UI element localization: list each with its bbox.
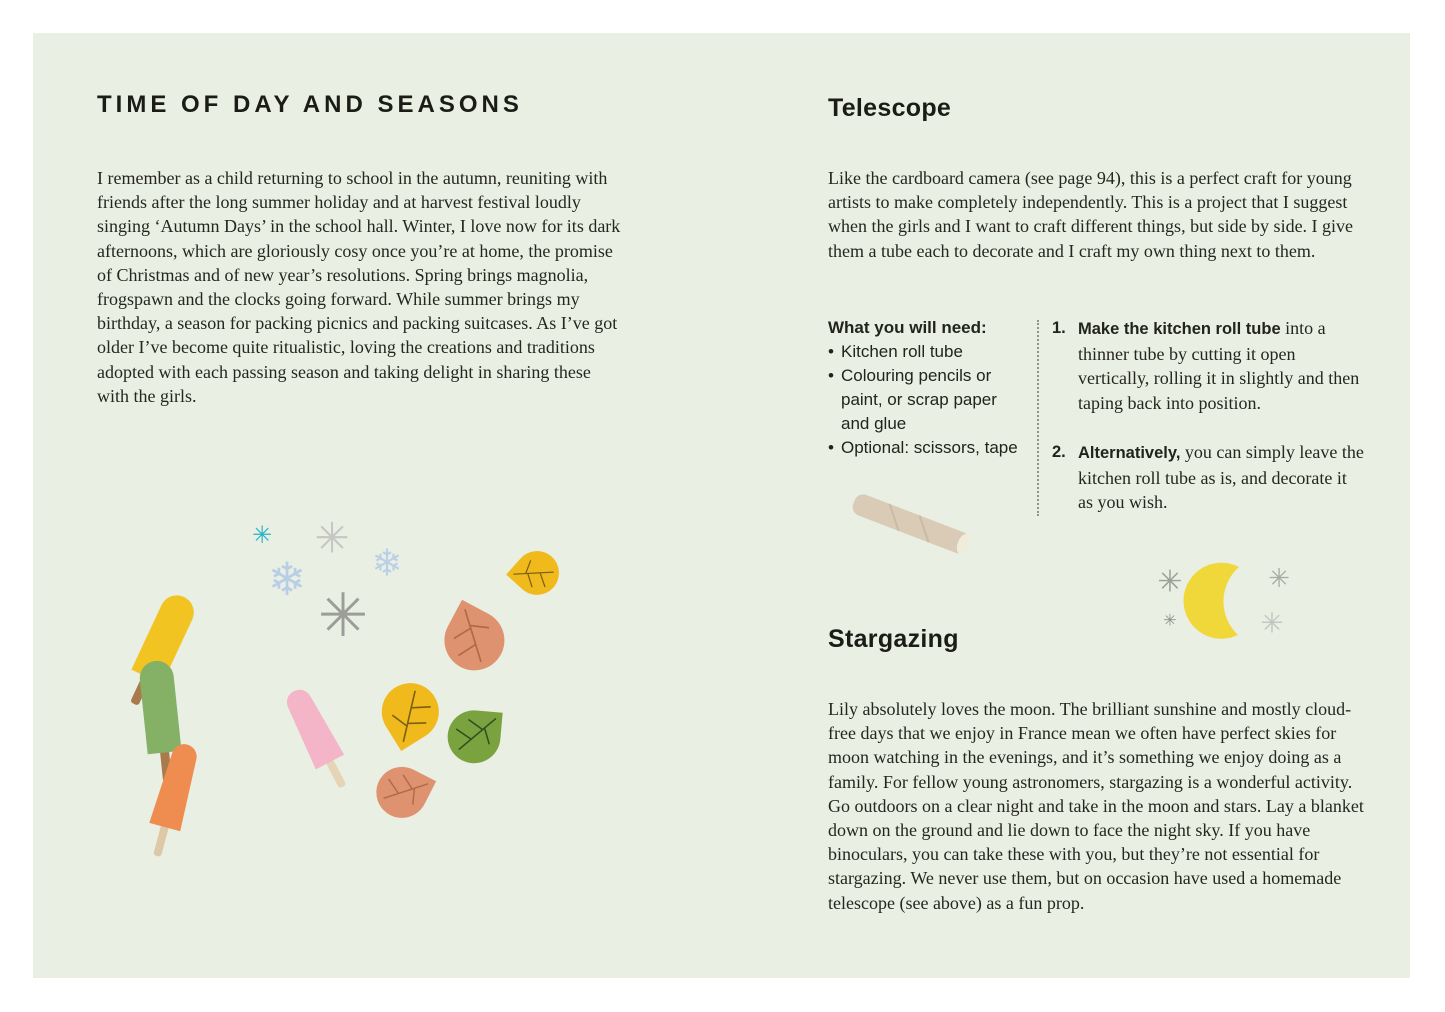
step-text: Make the kitchen roll tube into a thinner tube by cutting it open vertically, rolling it in slightly and then taping back into position.: [1078, 318, 1360, 413]
cardboard-tube: [850, 492, 972, 556]
sparkle-star-icon: ✳: [1268, 564, 1290, 594]
salmon-leaf: [368, 758, 437, 827]
yellow-leaf: [506, 542, 568, 604]
telescope-heading: Telescope: [828, 94, 952, 122]
bullet-icon: •: [828, 438, 834, 457]
green-popsicle: [138, 659, 184, 783]
sparkle-star-icon: ✳: [1260, 606, 1284, 640]
materials-item: Colouring pencils or paint, or scrap paper and glue: [841, 366, 997, 433]
crescent-moon: [1184, 563, 1239, 639]
stargazing-heading: Stargazing: [828, 625, 959, 653]
materials-list: [828, 340, 1028, 460]
sparkle-star-icon: ✳: [1157, 564, 1183, 600]
materials-block: [828, 316, 1028, 460]
salmon-leaf: [434, 600, 515, 681]
blue-snowflake-icon: ❄: [267, 552, 307, 606]
telescope-paragraph: Like the cardboard camera (see page 94), this is a perfect craft for young artists to make completely independently. This is a project that I suggest when the girls and I want to craft different things, but side by side. I give them a tube each to decorate and I craft my own thing next to them.: [828, 168, 1354, 261]
step-item: [1052, 440, 1364, 515]
orange-popsicle: [142, 740, 203, 860]
materials-item: Optional: scissors, tape: [841, 438, 1018, 457]
list-item: [828, 364, 1028, 436]
large-gray-snowflake-icon: ✳: [317, 581, 369, 651]
list-item: [828, 340, 1028, 364]
materials-heading: What you will need:: [828, 318, 987, 337]
stargazing-paragraph: Lily absolutely loves the moon. The brilliant sunshine and mostly cloud-free days that we enjoy in France mean we often have perfect skies for moon watching in the evenings, and it’s something we enjoy doing as a family. For fellow young astronomers, stargazing is a wonderful activity. Go outdoors on a clear night and take in the moon and stars. Lay a blanket down on the ground and lie down to face the night sky. If you have binoculars, you can take these with you, but they’re not essential for stargazing. We never use them, but on occasion have used a homemade telescope (see above) as a fun prop.: [828, 699, 1364, 913]
gray-snowflake-icon: ✳: [314, 513, 350, 563]
step-number: 2.: [1052, 443, 1066, 461]
page-background: [33, 33, 1410, 978]
step-item: [1052, 316, 1364, 415]
intro-paragraph: I remember as a child returning to school in the autumn, reuniting with friends after the long summer holiday and at harvest festival loudly singing ‘Autumn Days’ in the school hall. Winter, I love now for its dark afternoons, which are gloriously cosy once you’re at home, the promise of Christmas and of new year’s resolutions. Spring brings magnolia, frogspawn and the clocks going forward. While summer brings my birthday, a season for packing picnics and packing suitcases. As I’ve got older I’ve become quite ritualistic, loving the creations and traditions adopted with each passing season and taking delight in sharing these with the girls.: [97, 168, 621, 406]
steps-list: [1052, 316, 1364, 540]
materials-item: Kitchen roll tube: [841, 342, 963, 361]
pink-popsicle: [279, 684, 357, 794]
yellow-popsicle: [119, 590, 200, 711]
sparkle-star-icon: ✳: [1163, 610, 1177, 630]
dotted-divider: [1037, 320, 1039, 516]
bullet-icon: •: [828, 366, 834, 385]
green-leaf: [445, 708, 502, 765]
blue-snowflake-icon: ❄: [371, 541, 403, 585]
step-text: Alternatively, you can simply leave the kitchen roll tube as is, and decorate it as you wish.: [1078, 442, 1364, 512]
yellow-leaf: [371, 672, 450, 751]
step-number: 1.: [1052, 319, 1066, 337]
page-title: TIME OF DAY AND SEASONS: [97, 91, 523, 118]
teal-snowflake-icon: ✳: [251, 521, 273, 549]
bullet-icon: •: [828, 342, 834, 361]
list-item: [828, 436, 1028, 460]
